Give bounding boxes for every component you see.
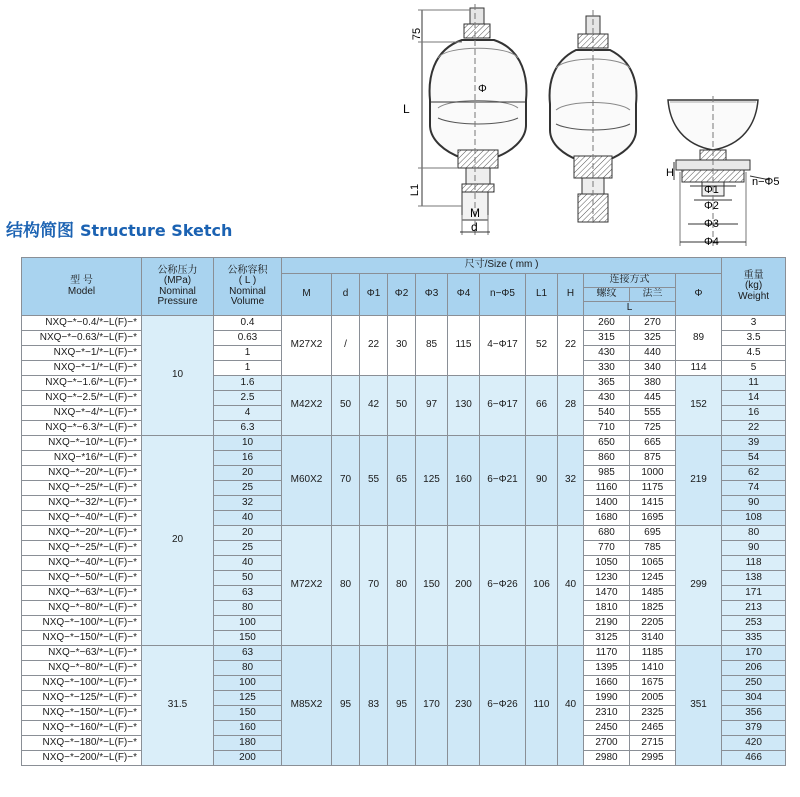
model-cell: NXQ−*−50/*−L(F)−* [22,571,142,586]
volume-cell: 63 [214,586,282,601]
flange-length-cell: 270 [630,316,676,331]
thread-length-cell: 2190 [584,616,630,631]
model-cell: NXQ−*−40/*−L(F)−* [22,556,142,571]
phi3-cell: 125 [416,436,448,526]
d-cell: / [332,316,360,376]
phi-cell: 299 [676,526,722,646]
volume-cell: 20 [214,526,282,541]
header-connection: 连接方式 [584,274,676,288]
pressure-cell: 31.5 [142,646,214,766]
phi-cell: 351 [676,646,722,766]
dim-l-label: L [403,102,410,116]
thread-length-cell: 540 [584,406,630,421]
dim-75-label: 75 [411,27,423,41]
header-phi4: Φ4 [448,274,480,316]
model-cell: NXQ−*−200/*−L(F)−* [22,751,142,766]
thread-length-cell: 770 [584,541,630,556]
weight-cell: 250 [722,676,786,691]
volume-cell: 125 [214,691,282,706]
volume-cell: 2.5 [214,391,282,406]
phi-cell: 219 [676,436,722,526]
heading-chinese: 结构简图 [6,221,74,241]
h-cell: 22 [558,316,584,376]
phi1-cell: 55 [360,436,388,526]
flange-length-cell: 2205 [630,616,676,631]
weight-cell: 304 [722,691,786,706]
model-cell: NXQ−*−100/*−L(F)−* [22,616,142,631]
volume-cell: 180 [214,736,282,751]
table-row [22,436,786,451]
flange-length-cell: 3140 [630,631,676,646]
model-cell: NXQ−*−150/*−L(F)−* [22,631,142,646]
table-row [22,526,786,541]
flange-length-cell: 2995 [630,751,676,766]
volume-cell: 100 [214,616,282,631]
volume-cell: 1 [214,346,282,361]
header-model: 型 号 Model [22,258,142,316]
model-cell: NXQ−*−4/*−L(F)−* [22,406,142,421]
model-cell: NXQ−*−180/*−L(F)−* [22,736,142,751]
weight-cell: 138 [722,571,786,586]
model-cell: NXQ−*−125/*−L(F)−* [22,691,142,706]
d-cell: 70 [332,436,360,526]
h-cell: 28 [558,376,584,436]
volume-cell: 0.63 [214,331,282,346]
thread-length-cell: 430 [584,346,630,361]
thread-length-cell: 1680 [584,511,630,526]
header-flange: 法兰 [630,288,676,302]
thread-length-cell: 1660 [584,676,630,691]
thread-length-cell: 1810 [584,601,630,616]
thread-length-cell: 1470 [584,586,630,601]
phi1-cell: 70 [360,526,388,646]
accumulator-left-drawing [418,4,526,235]
nphi5-cell: 6−Φ26 [480,646,526,766]
accumulator-right-drawing [550,10,637,226]
table-row [22,376,786,391]
flange-length-cell: 340 [630,361,676,376]
weight-cell: 54 [722,451,786,466]
flange-length-cell: 1065 [630,556,676,571]
thread-length-cell: 1160 [584,481,630,496]
weight-cell: 335 [722,631,786,646]
l1-cell: 110 [526,646,558,766]
model-cell: NXQ−*−1.6/*−L(F)−* [22,376,142,391]
header-phi1: Φ1 [360,274,388,316]
header-phi3: Φ3 [416,274,448,316]
phi2-cell: 80 [388,526,416,646]
h-cell: 32 [558,436,584,526]
flange-length-cell: 2325 [630,706,676,721]
model-cell: NXQ−*−1/*−L(F)−* [22,361,142,376]
flange-length-cell: 1410 [630,661,676,676]
l1-cell: 106 [526,526,558,646]
model-cell: NXQ−*−20/*−L(F)−* [22,526,142,541]
weight-cell: 171 [722,586,786,601]
volume-cell: 32 [214,496,282,511]
model-cell: NXQ−*−150/*−L(F)−* [22,706,142,721]
thread-length-cell: 710 [584,421,630,436]
phi3-cell: 150 [416,526,448,646]
dim-l1-label: L1 [409,183,421,197]
flange-length-cell: 695 [630,526,676,541]
dim-phi4-label: Φ4 [704,236,719,248]
flange-length-cell: 1245 [630,571,676,586]
header-nphi5: n−Φ5 [480,274,526,316]
flange-length-cell: 440 [630,346,676,361]
phi2-cell: 65 [388,436,416,526]
weight-cell: 356 [722,706,786,721]
flange-length-cell: 2005 [630,691,676,706]
m-cell: M60X2 [282,436,332,526]
phi-cell: 152 [676,376,722,436]
flange-length-cell: 725 [630,421,676,436]
phi-cell: 114 [676,361,722,376]
section-heading [6,216,232,240]
structure-sketch-drawing [395,0,800,250]
header-h: H [558,274,584,316]
phi3-cell: 85 [416,316,448,376]
flange-length-cell: 1000 [630,466,676,481]
volume-cell: 80 [214,661,282,676]
volume-cell: 20 [214,466,282,481]
model-cell: NXQ−*−0.63/*−L(F)−* [22,331,142,346]
phi3-cell: 170 [416,646,448,766]
nphi5-cell: 6−Φ17 [480,376,526,436]
flange-length-cell: 555 [630,406,676,421]
flange-length-cell: 1675 [630,676,676,691]
weight-cell: 90 [722,496,786,511]
dim-phi-label: Φ [478,83,487,95]
l1-cell: 52 [526,316,558,376]
volume-cell: 25 [214,541,282,556]
flange-length-cell: 1825 [630,601,676,616]
phi4-cell: 115 [448,316,480,376]
header-size: 尺寸/Size ( mm ) [282,258,722,274]
header-thread: 螺纹 [584,288,630,302]
volume-cell: 200 [214,751,282,766]
pressure-cell: 10 [142,316,214,436]
table-row [22,646,786,661]
header-volume: 公称容积 ( L ) Nominal Volume [214,258,282,316]
phi2-cell: 95 [388,646,416,766]
weight-cell: 170 [722,646,786,661]
flange-length-cell: 380 [630,376,676,391]
header-d: d [332,274,360,316]
dim-phi3-label: Φ3 [704,218,719,230]
model-cell: NXQ−*−2.5/*−L(F)−* [22,391,142,406]
model-cell: NXQ−*−80/*−L(F)−* [22,661,142,676]
dim-nphi5-label: n−Φ5 [752,176,780,188]
header-pressure: 公称压力 (MPa) Nominal Pressure [142,258,214,316]
weight-cell: 4.5 [722,346,786,361]
weight-cell: 5 [722,361,786,376]
model-cell: NXQ−*−20/*−L(F)−* [22,466,142,481]
m-cell: M42X2 [282,376,332,436]
thread-length-cell: 1170 [584,646,630,661]
thread-length-cell: 860 [584,451,630,466]
weight-cell: 3 [722,316,786,331]
thread-length-cell: 1400 [584,496,630,511]
dim-d-label: d [471,220,478,234]
d-cell: 80 [332,526,360,646]
volume-cell: 80 [214,601,282,616]
weight-cell: 22 [722,421,786,436]
model-cell: NXQ−*−10/*−L(F)−* [22,436,142,451]
dim-phi2-label: Φ2 [704,200,719,212]
volume-cell: 100 [214,676,282,691]
weight-cell: 62 [722,466,786,481]
phi3-cell: 97 [416,376,448,436]
thread-length-cell: 650 [584,436,630,451]
thread-length-cell: 1050 [584,556,630,571]
weight-cell: 118 [722,556,786,571]
m-cell: M27X2 [282,316,332,376]
flange-length-cell: 1695 [630,511,676,526]
weight-cell: 11 [722,376,786,391]
volume-cell: 25 [214,481,282,496]
volume-cell: 0.4 [214,316,282,331]
nphi5-cell: 6−Φ26 [480,526,526,646]
thread-length-cell: 2980 [584,751,630,766]
model-cell: NXQ−*−100/*−L(F)−* [22,676,142,691]
weight-cell: 74 [722,481,786,496]
flange-length-cell: 325 [630,331,676,346]
h-cell: 40 [558,526,584,646]
weight-cell: 14 [722,391,786,406]
nphi5-cell: 4−Φ17 [480,316,526,376]
weight-cell: 206 [722,661,786,676]
flange-length-cell: 1485 [630,586,676,601]
flange-length-cell: 2715 [630,736,676,751]
model-cell: NXQ−*−63/*−L(F)−* [22,586,142,601]
phi2-cell: 30 [388,316,416,376]
header-phi: Φ [676,274,722,316]
weight-cell: 39 [722,436,786,451]
phi1-cell: 22 [360,316,388,376]
thread-length-cell: 365 [584,376,630,391]
weight-cell: 3.5 [722,331,786,346]
volume-cell: 150 [214,631,282,646]
header-weight: 重量 (kg) Weight [722,258,786,316]
phi1-cell: 83 [360,646,388,766]
phi4-cell: 230 [448,646,480,766]
m-cell: M85X2 [282,646,332,766]
volume-cell: 160 [214,721,282,736]
thread-length-cell: 430 [584,391,630,406]
model-cell: NXQ−*−1/*−L(F)−* [22,346,142,361]
flange-length-cell: 445 [630,391,676,406]
thread-length-cell: 680 [584,526,630,541]
volume-cell: 16 [214,451,282,466]
thread-length-cell: 1990 [584,691,630,706]
model-cell: NXQ−*−0.4/*−L(F)−* [22,316,142,331]
flange-length-cell: 875 [630,451,676,466]
h-cell: 40 [558,646,584,766]
thread-length-cell: 1395 [584,661,630,676]
d-cell: 95 [332,646,360,766]
weight-cell: 90 [722,541,786,556]
thread-length-cell: 330 [584,361,630,376]
volume-cell: 10 [214,436,282,451]
thread-length-cell: 985 [584,466,630,481]
header-phi2: Φ2 [388,274,416,316]
model-cell: NXQ−*−63/*−L(F)−* [22,646,142,661]
thread-length-cell: 315 [584,331,630,346]
weight-cell: 108 [722,511,786,526]
volume-cell: 150 [214,706,282,721]
volume-cell: 63 [214,646,282,661]
flange-length-cell: 1185 [630,646,676,661]
model-cell: NXQ−*16/*−L(F)−* [22,451,142,466]
volume-cell: 4 [214,406,282,421]
volume-cell: 1.6 [214,376,282,391]
model-cell: NXQ−*−25/*−L(F)−* [22,541,142,556]
m-cell: M72X2 [282,526,332,646]
weight-cell: 80 [722,526,786,541]
weight-cell: 253 [722,616,786,631]
l1-cell: 90 [526,436,558,526]
volume-cell: 50 [214,571,282,586]
volume-cell: 40 [214,511,282,526]
header-m: M [282,274,332,316]
flange-length-cell: 1415 [630,496,676,511]
flange-detail-drawing [668,96,770,246]
phi4-cell: 160 [448,436,480,526]
weight-cell: 466 [722,751,786,766]
model-cell: NXQ−*−6.3/*−L(F)−* [22,421,142,436]
header-l1: L1 [526,274,558,316]
heading-english: Structure Sketch [80,221,233,240]
dim-h-label: H [666,167,674,179]
thread-length-cell: 3125 [584,631,630,646]
flange-length-cell: 1175 [630,481,676,496]
model-cell: NXQ−*−32/*−L(F)−* [22,496,142,511]
flange-length-cell: 785 [630,541,676,556]
thread-length-cell: 2450 [584,721,630,736]
specification-body [22,316,786,766]
model-cell: NXQ−*−25/*−L(F)−* [22,481,142,496]
volume-cell: 6.3 [214,421,282,436]
header-l: L [584,302,676,316]
weight-cell: 379 [722,721,786,736]
d-cell: 50 [332,376,360,436]
thread-length-cell: 260 [584,316,630,331]
thread-length-cell: 2700 [584,736,630,751]
thread-length-cell: 2310 [584,706,630,721]
model-cell: NXQ−*−40/*−L(F)−* [22,511,142,526]
dim-m-label: M [470,206,480,220]
specification-table [21,257,786,766]
phi-cell: 89 [676,316,722,361]
volume-cell: 1 [214,361,282,376]
model-cell: NXQ−*−80/*−L(F)−* [22,601,142,616]
phi4-cell: 200 [448,526,480,646]
volume-cell: 40 [214,556,282,571]
pressure-cell: 20 [142,436,214,646]
flange-length-cell: 665 [630,436,676,451]
table-row [22,316,786,331]
dim-phi1-label: Φ1 [704,184,719,196]
model-cell: NXQ−*−160/*−L(F)−* [22,721,142,736]
thread-length-cell: 1230 [584,571,630,586]
phi1-cell: 42 [360,376,388,436]
phi4-cell: 130 [448,376,480,436]
l1-cell: 66 [526,376,558,436]
flange-length-cell: 2465 [630,721,676,736]
weight-cell: 213 [722,601,786,616]
nphi5-cell: 6−Φ21 [480,436,526,526]
weight-cell: 420 [722,736,786,751]
weight-cell: 16 [722,406,786,421]
phi2-cell: 50 [388,376,416,436]
